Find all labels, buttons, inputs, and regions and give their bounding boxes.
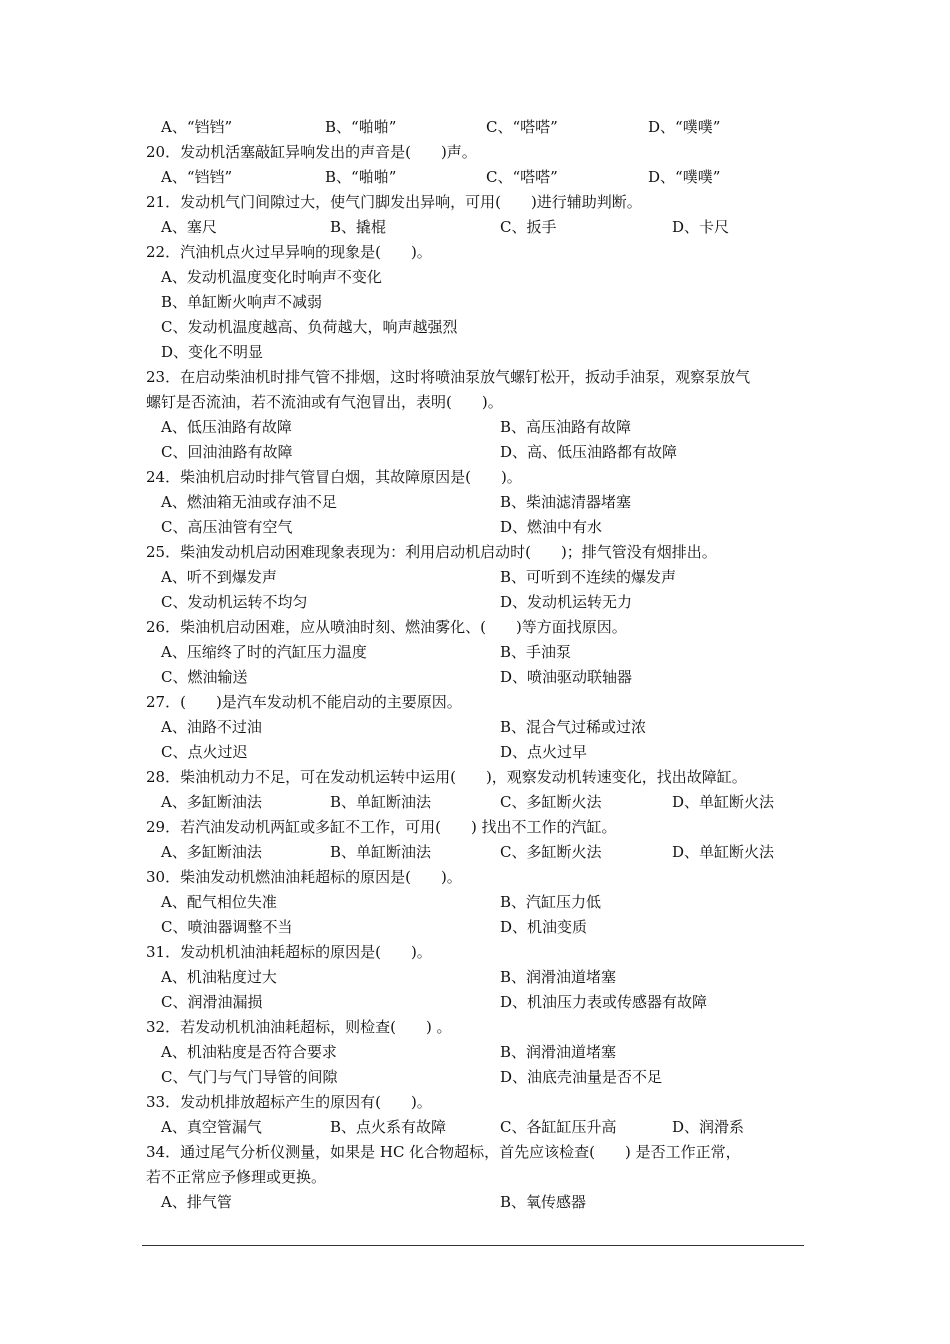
answer-option: D、油底壳油量是否不足 bbox=[500, 1068, 663, 1086]
answer-option: D、“噗噗” bbox=[648, 168, 721, 186]
answer-option: B、“啪啪” bbox=[325, 118, 397, 136]
answer-option: B、氧传感器 bbox=[500, 1193, 587, 1211]
answer-option: C、发动机温度越高、负荷越大，响声越强烈 bbox=[161, 318, 458, 336]
question-text: 30．柴油发动机燃油油耗超标的原因是( )。 bbox=[146, 868, 462, 886]
question-text: 25．柴油发动机启动困难现象表现为：利用启动机启动时( )；排气管没有烟排出。 bbox=[146, 543, 717, 561]
answer-option: C、喷油器调整不当 bbox=[161, 918, 293, 936]
question-text: 螺钉是否流油，若不流油或有气泡冒出，表明( )。 bbox=[146, 393, 503, 411]
answer-option: D、燃油中有水 bbox=[500, 518, 603, 536]
answer-option: D、单缸断火法 bbox=[672, 793, 775, 811]
answer-option: D、喷油驱动联轴器 bbox=[500, 668, 633, 686]
answer-option: A、“铛铛” bbox=[161, 168, 233, 186]
question-text: 29．若汽油发动机两缸或多缸不工作，可用( ) 找出不工作的汽缸。 bbox=[146, 818, 617, 836]
question-text: 31．发动机机油油耗超标的原因是( )。 bbox=[146, 943, 432, 961]
answer-option: D、单缸断火法 bbox=[672, 843, 775, 861]
answer-option: A、塞尺 bbox=[161, 218, 217, 236]
answer-option: C、多缸断火法 bbox=[500, 793, 602, 811]
question-text: 28．柴油机动力不足，可在发动机运转中运用( )，观察发动机转速变化，找出故障缸。 bbox=[146, 768, 747, 786]
footer-rule bbox=[142, 1245, 804, 1246]
answer-option: A、油路不过油 bbox=[161, 718, 262, 736]
answer-option: D、“噗噗” bbox=[648, 118, 721, 136]
answer-option: D、点火过早 bbox=[500, 743, 588, 761]
answer-option: C、“嗒嗒” bbox=[486, 118, 558, 136]
answer-option: C、回油油路有故障 bbox=[161, 443, 293, 461]
answer-option: D、发动机运转无力 bbox=[500, 593, 633, 611]
answer-option: B、润滑油道堵塞 bbox=[500, 1043, 617, 1061]
answer-option: C、高压油管有空气 bbox=[161, 518, 293, 536]
answer-option: C、气门与气门导管的间隙 bbox=[161, 1068, 338, 1086]
answer-option: A、机油粘度是否符合要求 bbox=[161, 1043, 337, 1061]
answer-option: C、点火过迟 bbox=[161, 743, 248, 761]
answer-option: B、高压油路有故障 bbox=[500, 418, 632, 436]
answer-option: A、燃油箱无油或存油不足 bbox=[161, 493, 337, 511]
answer-option: B、单缸断油法 bbox=[330, 793, 432, 811]
answer-option: B、撬棍 bbox=[330, 218, 387, 236]
answer-option: B、点火系有故障 bbox=[330, 1118, 447, 1136]
answer-option: A、听不到爆发声 bbox=[161, 568, 277, 586]
answer-option: A、发动机温度变化时响声不变化 bbox=[161, 268, 382, 286]
answer-option: C、多缸断火法 bbox=[500, 843, 602, 861]
question-text: 32．若发动机机油油耗超标，则检查( ) 。 bbox=[146, 1018, 452, 1036]
answer-option: A、机油粘度过大 bbox=[161, 968, 277, 986]
answer-option: A、多缸断油法 bbox=[161, 843, 262, 861]
question-text: 24．柴油机启动时排气管冒白烟，其故障原因是( )。 bbox=[146, 468, 522, 486]
answer-option: B、柴油滤清器堵塞 bbox=[500, 493, 632, 511]
answer-option: A、“铛铛” bbox=[161, 118, 233, 136]
answer-option: A、真空管漏气 bbox=[161, 1118, 262, 1136]
answer-option: C、发动机运转不均匀 bbox=[161, 593, 308, 611]
answer-option: C、润滑油漏损 bbox=[161, 993, 263, 1011]
answer-option: B、可听到不连续的爆发声 bbox=[500, 568, 677, 586]
question-text: 33．发动机排放超标产生的原因有( )。 bbox=[146, 1093, 432, 1111]
answer-option: B、单缸断火响声不减弱 bbox=[161, 293, 323, 311]
answer-option: B、润滑油道堵塞 bbox=[500, 968, 617, 986]
answer-option: D、机油变质 bbox=[500, 918, 588, 936]
question-text: 若不正常应予修理或更换。 bbox=[146, 1168, 327, 1186]
answer-option: C、燃油输送 bbox=[161, 668, 248, 686]
answer-option: A、排气管 bbox=[161, 1193, 232, 1211]
answer-option: B、手油泵 bbox=[500, 643, 572, 661]
question-text: 20．发动机活塞敲缸异响发出的声音是( )声。 bbox=[146, 143, 477, 161]
answer-option: D、机油压力表或传感器有故障 bbox=[500, 993, 708, 1011]
answer-option: D、卡尺 bbox=[672, 218, 730, 236]
question-text: 34．通过尾气分析仪测量，如果是 HC 化合物超标，首先应该检查( ) 是否工作正常， bbox=[146, 1143, 741, 1161]
answer-option: A、低压油路有故障 bbox=[161, 418, 292, 436]
answer-option: C、“嗒嗒” bbox=[486, 168, 558, 186]
answer-option: C、扳手 bbox=[500, 218, 557, 236]
question-text: 22．汽油机点火过早异响的现象是( )。 bbox=[146, 243, 432, 261]
answer-option: B、混合气过稀或过浓 bbox=[500, 718, 647, 736]
question-text: 23．在启动柴油机时排气管不排烟，这时将喷油泵放气螺钉松开，扳动手油泵，观察泵放气 bbox=[146, 368, 751, 386]
answer-option: B、“啪啪” bbox=[325, 168, 397, 186]
answer-option: D、润滑系 bbox=[672, 1118, 745, 1136]
answer-option: A、配气相位失准 bbox=[161, 893, 277, 911]
answer-option: A、多缸断油法 bbox=[161, 793, 262, 811]
question-text: 26．柴油机启动困难，应从喷油时刻、燃油雾化、( )等方面找原因。 bbox=[146, 618, 627, 636]
answer-option: C、各缸缸压升高 bbox=[500, 1118, 617, 1136]
answer-option: B、单缸断油法 bbox=[330, 843, 432, 861]
answer-option: D、高、低压油路都有故障 bbox=[500, 443, 678, 461]
answer-option: B、汽缸压力低 bbox=[500, 893, 602, 911]
answer-option: A、压缩终了时的汽缸压力温度 bbox=[161, 643, 367, 661]
question-text: 21．发动机气门间隙过大，使气门脚发出异响，可用( )进行辅助判断。 bbox=[146, 193, 642, 211]
question-text: 27．( )是汽车发动机不能启动的主要原因。 bbox=[146, 693, 462, 711]
answer-option: D、变化不明显 bbox=[161, 343, 264, 361]
